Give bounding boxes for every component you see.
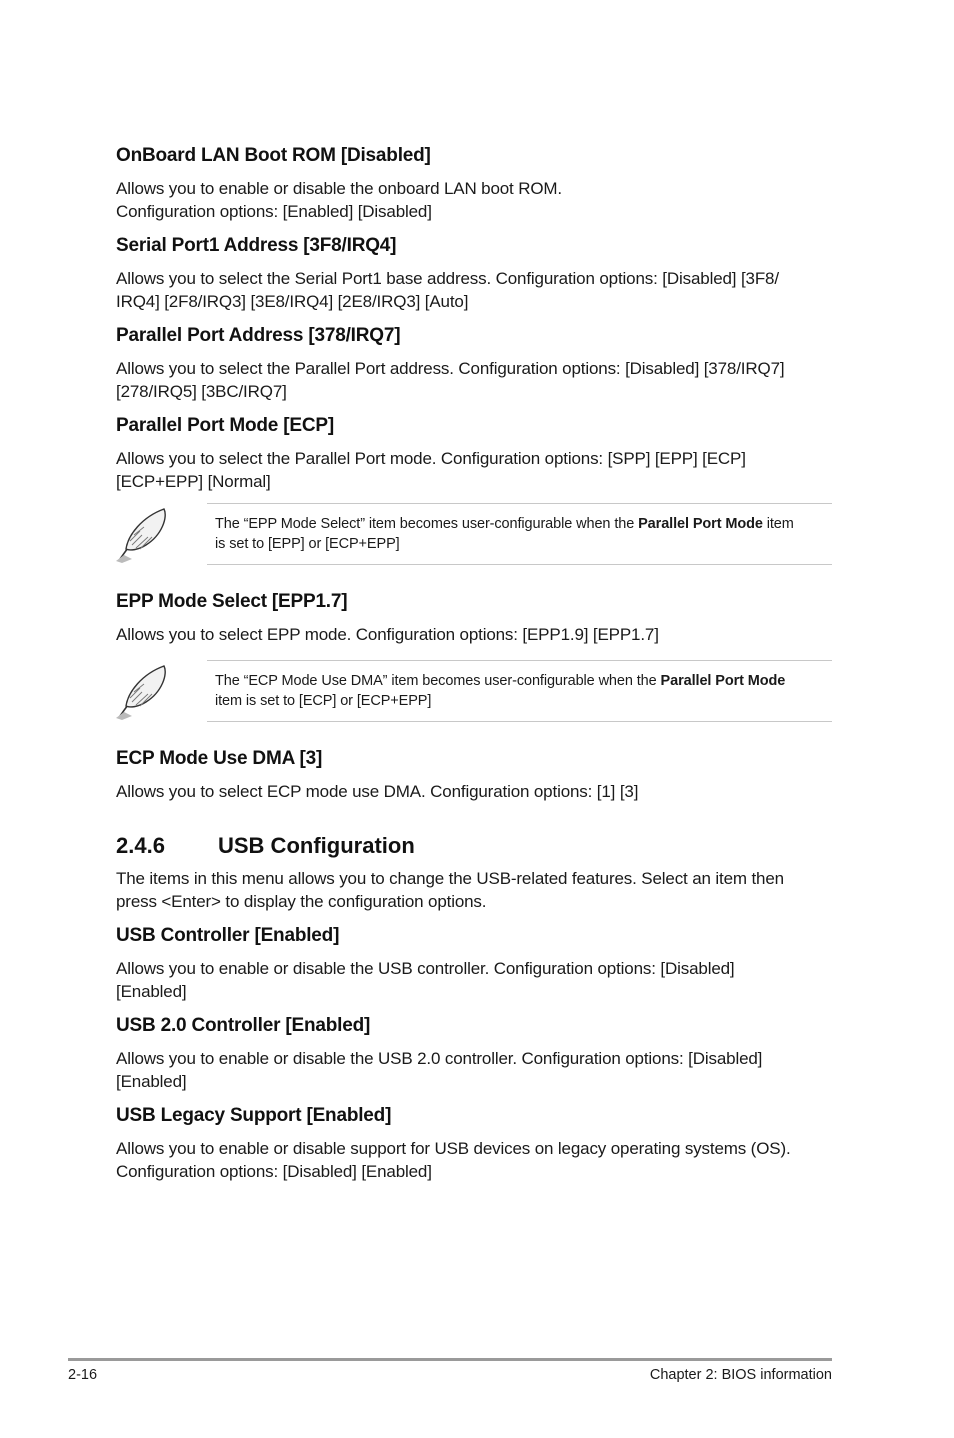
item-title: USB Controller [Enabled]: [116, 925, 340, 946]
item-title: Parallel Port Address [378/IRQ7]: [116, 325, 401, 346]
item-description: Allows you to select ECP mode use DMA. Configuration options: [1] [3]: [116, 782, 639, 801]
item-onboard-lan: [116, 143, 832, 223]
item-description: Allows you to enable or disable support for USB devices on legacy operating systems (OS). Configuration options: [Disabled] [Enabled]: [116, 1139, 791, 1181]
feather-pen-icon: [112, 662, 170, 720]
item-description: Allows you to select EPP mode. Configuration options: [EPP1.9] [EPP1.7]: [116, 625, 659, 644]
item-description: Allows you to enable or disable the USB controller. Configuration options: [Disabled] [Enabled]: [116, 959, 735, 1001]
note-box: [207, 660, 832, 722]
item-epp-mode-select: [116, 589, 832, 646]
item-description: Allows you to select the Parallel Port mode. Configuration options: [SPP] [EPP] [ECP] [ECP+EPP] [Normal]: [116, 449, 746, 491]
item-serial-port1: [116, 233, 832, 313]
feather-pen-icon: [112, 505, 170, 563]
item-parallel-port-mode: [116, 413, 832, 493]
item-usb20-controller: [116, 1013, 832, 1093]
section-intro: The items in this menu allows you to change the USB-related features. Select an item then press <Enter> to display the configuration options.: [116, 869, 784, 911]
note-box: [207, 503, 832, 565]
note-ecp-mode: [112, 660, 832, 722]
page-content: [116, 143, 832, 1193]
item-usb-legacy: [116, 1103, 832, 1183]
footer-divider: [68, 1358, 832, 1361]
item-title: ECP Mode Use DMA [3]: [116, 748, 323, 769]
section-number: 2.4.6: [116, 833, 165, 858]
item-description: Allows you to enable or disable the onboard LAN boot ROM. Configuration options: [Enabled] [Disabled]: [116, 179, 562, 221]
chapter-label: Chapter 2: BIOS information: [649, 1367, 832, 1383]
item-usb-controller: [116, 923, 832, 1003]
item-title: USB 2.0 Controller [Enabled]: [116, 1015, 371, 1036]
section-heading: [116, 831, 832, 861]
item-description: Allows you to select the Parallel Port address. Configuration options: [Disabled] [378/IRQ7] [278/IRQ5] [3BC/IRQ7]: [116, 359, 785, 401]
item-title: EPP Mode Select [EPP1.7]: [116, 591, 348, 612]
item-description: Allows you to select the Serial Port1 base address. Configuration options: [Disabled] [3F8/ IRQ4] [2F8/IRQ3] [3E8/IRQ4] [2E8/IRQ3] [Auto]: [116, 269, 779, 311]
item-title: OnBoard LAN Boot ROM [Disabled]: [116, 145, 431, 166]
item-ecp-mode-dma: [116, 746, 832, 803]
note-text: The “ECP Mode Use DMA” item becomes user-configurable when the Parallel Port Mode item is set to [ECP] or [ECP+EPP]: [215, 673, 786, 709]
item-parallel-port-address: [116, 323, 832, 403]
page-number: 2-16: [68, 1367, 98, 1383]
note-epp-mode: [112, 503, 832, 565]
note-text: The “EPP Mode Select” item becomes user-configurable when the Parallel Port Mode item is set to [EPP] or [ECP+EPP]: [215, 516, 794, 552]
item-title: Parallel Port Mode [ECP]: [116, 415, 334, 436]
item-description: Allows you to enable or disable the USB 2.0 controller. Configuration options: [Disabled] [Enabled]: [116, 1049, 763, 1091]
item-title: Serial Port1 Address [3F8/IRQ4]: [116, 235, 397, 256]
section-title: USB Configuration: [218, 833, 415, 858]
item-title: USB Legacy Support [Enabled]: [116, 1105, 392, 1126]
